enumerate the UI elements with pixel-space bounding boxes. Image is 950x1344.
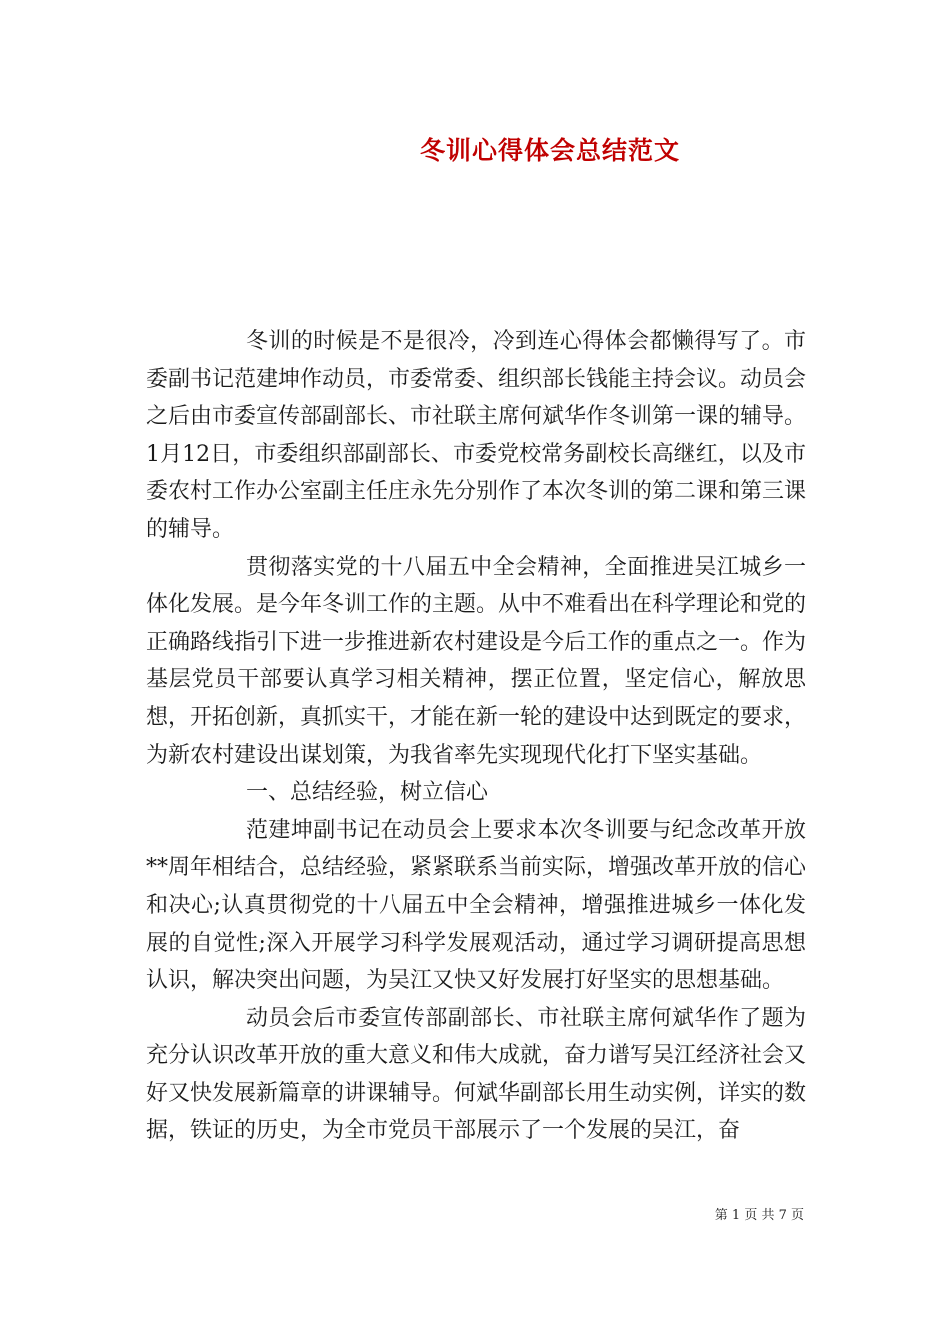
paragraph-4: 动员会后市委宣传部副部长、市社联主席何斌华作了题为充分认识改革开放的重大意义和伟大成就，奋力谱写吴江经济社会又好又快发展新篇章的讲课辅导。何斌华副部长用生动实例，详实的数据，铁证的历史，为全市党员干部展示了一个发展的吴江，奋 — [146, 1005, 807, 1144]
document-title: 冬训心得体会总结范文 — [419, 136, 680, 165]
paragraph-3: 范建坤副书记在动员会上要求本次冬训要与纪念改革开放**周年相结合，总结经验，紧紧联系当前实际，增强改革开放的信心和决心;认真贯彻党的十八届五中全会精神，增强推进城乡一体化发展的自觉性;深入开展学习科学发展观活动，通过学习调研提高思想认识，解决突出问题，为吴江又快又好发展打好坚实的思想基础。 — [146, 817, 807, 994]
paragraph-2: 贯彻落实党的十八届五中全会精神，全面推进吴江城乡一体化发展。是今年冬训工作的主题。从中不难看出在科学理论和党的正确路线指引下进一步推进新农村建设是今后工作的重点之一。作为基层党员干部要认真学习相关精神，摆正位置，坚定信心，解放思想，开拓创新，真抓实干，才能在新一轮的建设中达到既定的要求，为新农村建设出谋划策，为我省率先实现现代化打下坚实基础。 — [146, 554, 807, 768]
section-heading: 一、总结经验，树立信心 — [246, 780, 489, 806]
page-number-footer: 第 1 页 共 7 页 — [714, 1208, 804, 1223]
paragraph-1: 冬训的时候是不是很冷，冷到连心得体会都懒得写了。市委副书记范建坤作动员，市委常委、组织部长钱能主持会议。动员会之后由市委宣传部副部长、市社联主席何斌华作冬训第一课的辅导。1月12日，市委组织部副部长、市委党校常务副校长高继红，以及市委农村工作办公室副主任庄永先分别作了本次冬训的第二课和第三课的辅导。 — [146, 329, 807, 542]
document-body — [146, 323, 806, 1150]
